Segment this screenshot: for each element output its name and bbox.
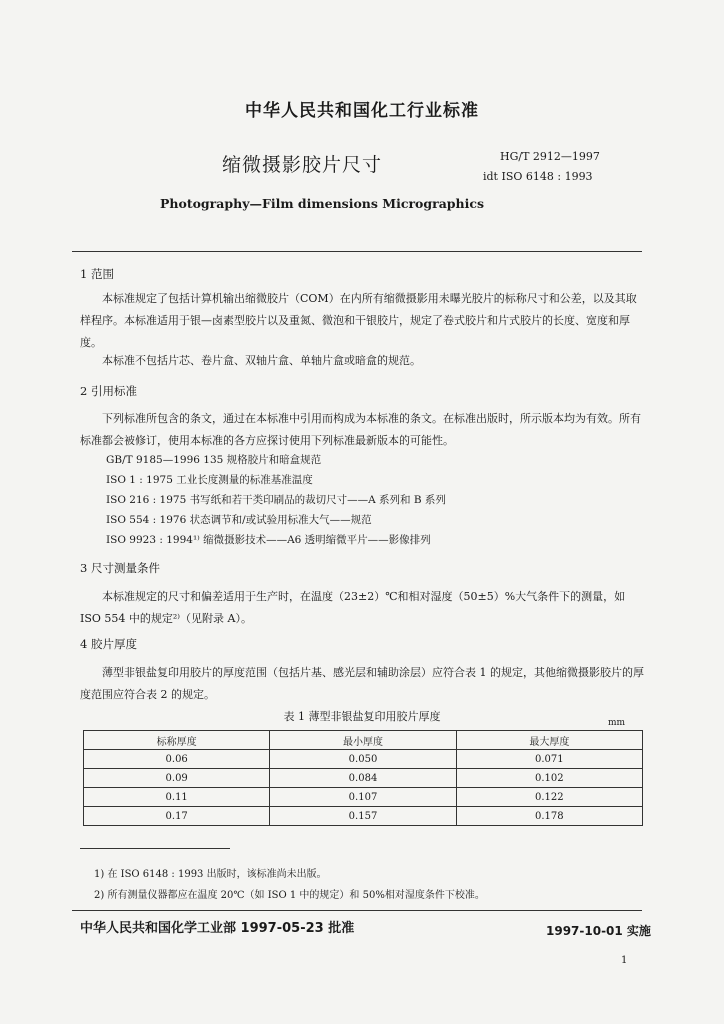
- header-divider: [72, 251, 642, 252]
- approval-statement: 中华人民共和国化学工业部 1997-05-23 批准: [80, 921, 355, 936]
- section-1-heading: 1 范围: [80, 267, 114, 281]
- header-cell: 标称厚度: [84, 731, 270, 750]
- film-thickness-table: [83, 730, 643, 826]
- table-header-row: [84, 731, 643, 750]
- table-cell: 0.157: [270, 807, 456, 826]
- footer-divider: [72, 910, 642, 911]
- table-cell: 0.071: [456, 750, 642, 769]
- page-number: 1: [621, 955, 628, 966]
- header-cell: 最大厚度: [456, 731, 642, 750]
- english-title: Photography—Film dimensions Micrographics: [160, 196, 485, 211]
- industry-standard-title: 中华人民共和国化工行业标准: [245, 101, 479, 121]
- section-4-heading: 4 胶片厚度: [80, 637, 137, 651]
- reference-item: GB/T 9185—1996 135 规格胶片和暗盒规范: [106, 454, 322, 466]
- table-row: [84, 769, 643, 788]
- section-1-paragraph-2: 本标准不包括片芯、卷片盒、双轴片盒、单轴片盒或暗盒的规范。: [102, 354, 421, 367]
- standard-number: HG/T 2912—1997: [500, 150, 600, 163]
- reference-item: ISO 554 : 1976 状态调节和/或试验用标准大气——规范: [106, 514, 372, 526]
- footnote-divider: [80, 848, 230, 849]
- section-2-paragraph-1: 下列标准所包含的条文，通过在本标准中引用而构成为本标准的条文。在标准出版时，所示版本均为有效。所有标准都会被修订，使用本标准的各方应探讨使用下列标准最新版本的可能性。: [80, 412, 641, 447]
- table-row: [84, 807, 643, 826]
- section-1-paragraph-1: 本标准规定了包括计算机输出缩微胶片（COM）在内所有缩微摄影用未曝光胶片的标称尺寸和公差，以及其取样程序。本标准适用于银—卤素型胶片以及重氮、微泡和干银胶片，规定了卷式胶片和片式胶片的长度、宽度和厚度。: [80, 292, 637, 349]
- header-cell: 最小厚度: [270, 731, 456, 750]
- table-cell: 0.084: [270, 769, 456, 788]
- table-row: [84, 788, 643, 807]
- reference-item: ISO 1 : 1975 工业长度测量的标准基准温度: [106, 474, 313, 486]
- standard-equivalence: idt ISO 6148 : 1993: [483, 170, 593, 183]
- table-cell: 0.122: [456, 788, 642, 807]
- table-cell: 0.06: [84, 750, 270, 769]
- table-row: [84, 750, 643, 769]
- reference-item: ISO 9923 : 1994¹⁾ 缩微摄影技术——A6 透明缩微平片——影像排列: [106, 534, 431, 546]
- section-3-paragraph-1: 本标准规定的尺寸和偏差适用于生产时，在温度（23±2）℃和相对湿度（50±5）%大气条件下的测量，如 ISO 554 中的规定²⁾（见附录 A）。: [80, 590, 626, 625]
- table-cell: 0.102: [456, 769, 642, 788]
- section-3-heading: 3 尺寸测量条件: [80, 561, 160, 575]
- table-cell: 0.050: [270, 750, 456, 769]
- document-title: 缩微摄影胶片尺寸: [222, 154, 383, 176]
- table-cell: 0.178: [456, 807, 642, 826]
- section-4-paragraph-1: 薄型非银盐复印用胶片的厚度范围（包括片基、感光层和辅助涂层）应符合表 1 的规定，其他缩微摄影胶片的厚度范围应符合表 2 的规定。: [80, 666, 644, 701]
- table-cell: 0.107: [270, 788, 456, 807]
- table-unit: mm: [608, 718, 626, 728]
- table-cell: 0.11: [84, 788, 270, 807]
- section-2-heading: 2 引用标准: [80, 384, 137, 398]
- table-cell: 0.17: [84, 807, 270, 826]
- implementation-date: 1997-10-01 实施: [546, 924, 651, 938]
- table-caption: 表 1 薄型非银盐复印用胶片厚度: [283, 710, 441, 723]
- footnote-2: 2) 所有测量仪器都应在温度 20℃（如 ISO 1 中的规定）和 50%相对湿度条件下校准。: [94, 890, 485, 901]
- footnote-1: 1) 在 ISO 6148 : 1993 出版时，该标准尚未出版。: [94, 869, 327, 880]
- table-cell: 0.09: [84, 769, 270, 788]
- reference-item: ISO 216 : 1975 书写纸和若干类印刷品的裁切尺寸——A 系列和 B 系列: [106, 494, 446, 506]
